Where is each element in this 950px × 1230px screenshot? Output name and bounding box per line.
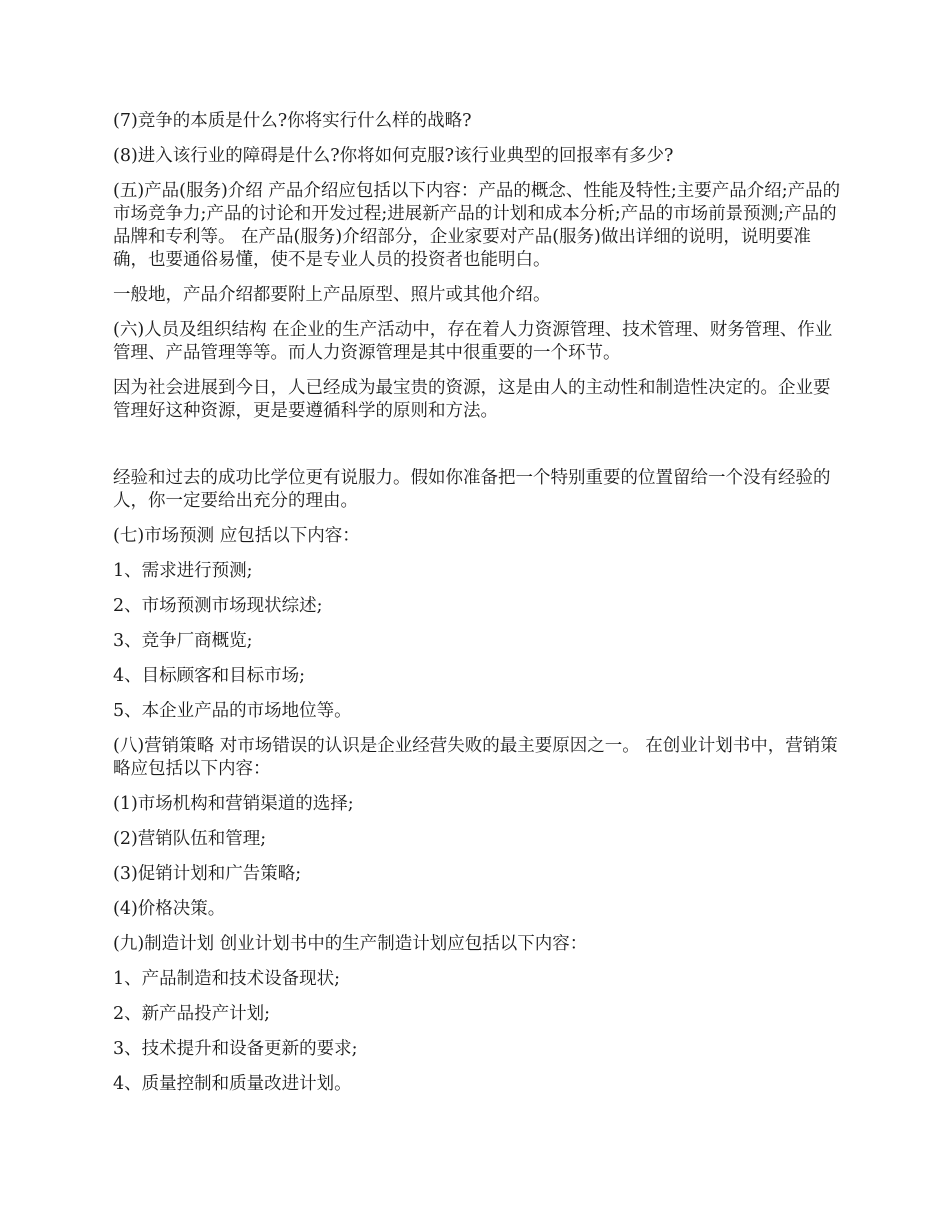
paragraph: (7)竞争的本质是什么?你将实行什么样的战略? [113,111,472,131]
list-item: (2)营销队伍和管理; [113,829,267,849]
list-item: 4、目标顾客和目标市场; [113,666,306,686]
paragraph: 因为社会进展到今日，人已经成为最宝贵的资源，这是由人的主动性和制造性决定的。企业要管理好这种资源，更是要遵循科学的原则和方法。 [113,378,831,421]
list-item: 3、竞争厂商概览; [113,631,253,651]
paragraph: (五)产品(服务)介绍 产品介绍应包括以下内容：产品的概念、性能及特性;主要产品介绍;产品的市场竞争力;产品的讨论和开发过程;进展新产品的计划和成本分析;产品的市场前景预测;产品的品牌和专利等。 在产品(服务)介绍部分，企业家要对产品(服务)做出详细的说明，说明要准确，也要通俗易懂，使不是专业人员的投资者也能明白。 [113,181,841,270]
list-item: (3)促销计划和广告策略; [113,864,302,884]
document-body [113,110,843,1108]
list-item: (1)市场机构和营销渠道的选择; [113,794,354,814]
section-heading: (九)制造计划 创业计划书中的生产制造计划应包括以下内容： [113,934,588,954]
section-heading: (七)市场预测 应包括以下内容： [113,526,360,546]
list-item: 5、本企业产品的市场地位等。 [113,701,352,721]
paragraph: (8)进入该行业的障碍是什么?你将如何克服?该行业典型的回报率有多少? [113,146,674,166]
paragraph: 一般地，产品介绍都要附上产品原型、照片或其他介绍。 [113,285,551,305]
list-item: 3、技术提升和设备更新的要求; [113,1039,358,1059]
list-item: 2、新产品投产计划; [113,1004,271,1024]
list-item: 1、产品制造和技术设备现状; [113,969,341,989]
paragraph: 经验和过去的成功比学位更有说服力。假如你准备把一个特别重要的位置留给一个没有经验的人，你一定要给出充分的理由。 [113,468,831,511]
list-item: 2、市场预测市场现状综述; [113,596,323,616]
list-item: 4、质量控制和质量改进计划。 [113,1074,352,1094]
list-item: 1、需求进行预测; [113,561,253,581]
section-heading: (八)营销策略 对市场错误的认识是企业经营失败的最主要原因之一。 在创业计划书中，营销策略应包括以下内容： [113,736,838,779]
list-item: (4)价格决策。 [113,899,226,919]
paragraph: (六)人员及组织结构 在企业的生产活动中，存在着人力资源管理、技术管理、财务管理、作业管理、产品管理等等。而人力资源管理是其中很重要的一个环节。 [113,320,833,363]
